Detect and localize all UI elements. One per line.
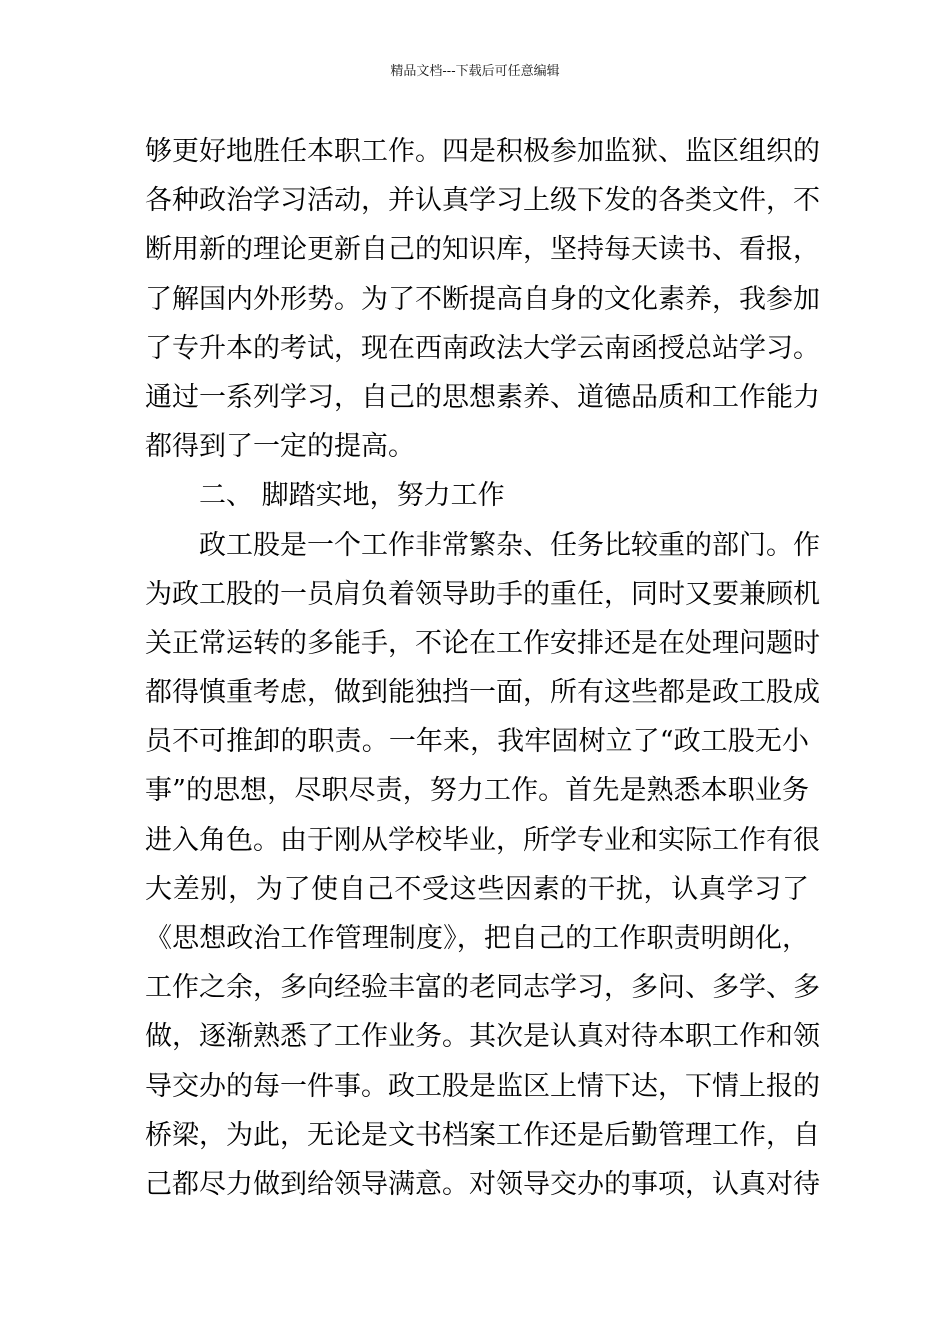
text-line: 都得到了一定的提高。 [145,431,415,463]
text-line: 己都尽力做到给领导满意。对领导交办的事项，认真对待 [145,1168,820,1200]
text-line: 大差别，为了使自己不受这些因素的干扰，认真学习了 [145,873,809,905]
text-line: 为政工股的一员肩负着领导助手的重任，同时又要兼顾机 [145,578,820,610]
text-line: 了专升本的考试，现在西南政法大学云南函授总站学习。 [145,332,820,364]
text-line: 断用新的理论更新自己的知识库，坚持每天读书、看报， [145,234,820,266]
text-line: 够更好地胜任本职工作。四是积极参加监狱、监区组织的 [145,136,820,167]
text-line: 都得慎重考虑，做到能独挡一面，所有这些都是政工股成 [145,677,820,709]
text-line: 通过一系列学习，自己的思想素养、道德品质和工作能力 [145,381,820,413]
text-line: 事”的思想，尽职尽责，努力工作。首先是熟悉本职业务 [145,775,809,807]
page-header: 精品文档---下载后可任意编辑 [390,64,560,79]
document-body [145,127,820,1209]
text-line: 《思想政治工作管理制度》，把自己的工作职责明朗化， [145,923,809,954]
text-line: 导交办的每一件事。政工股是监区上情下达，下情上报的 [145,1070,820,1102]
text-line: 进入角色。由于刚从学校毕业，所学专业和实际工作有很 [145,824,820,856]
text-line: 了解国内外形势。为了不断提高自身的文化素养，我参加 [145,283,820,315]
text-line: 桥梁，为此，无论是文书档案工作还是后勤管理工作，自 [145,1119,820,1151]
text-line: 做，逐渐熟悉了工作业务。其次是认真对待本职工作和领 [145,1021,820,1053]
section-heading: 二、 脚踏实地，努力工作 [199,480,505,512]
text-line: 工作之余，多向经验丰富的老同志学习，多问、多学、多 [145,972,820,1004]
text-line: 各种政治学习活动，并认真学习上级下发的各类文件，不 [145,185,820,217]
text-line: 政工股是一个工作非常繁杂、任务比较重的部门。作 [199,529,820,561]
text-line: 员不可推卸的职责。一年来，我牢固树立了“政工股无小 [145,726,809,758]
text-line: 关正常运转的多能手，不论在工作安排还是在处理问题时 [145,627,820,659]
